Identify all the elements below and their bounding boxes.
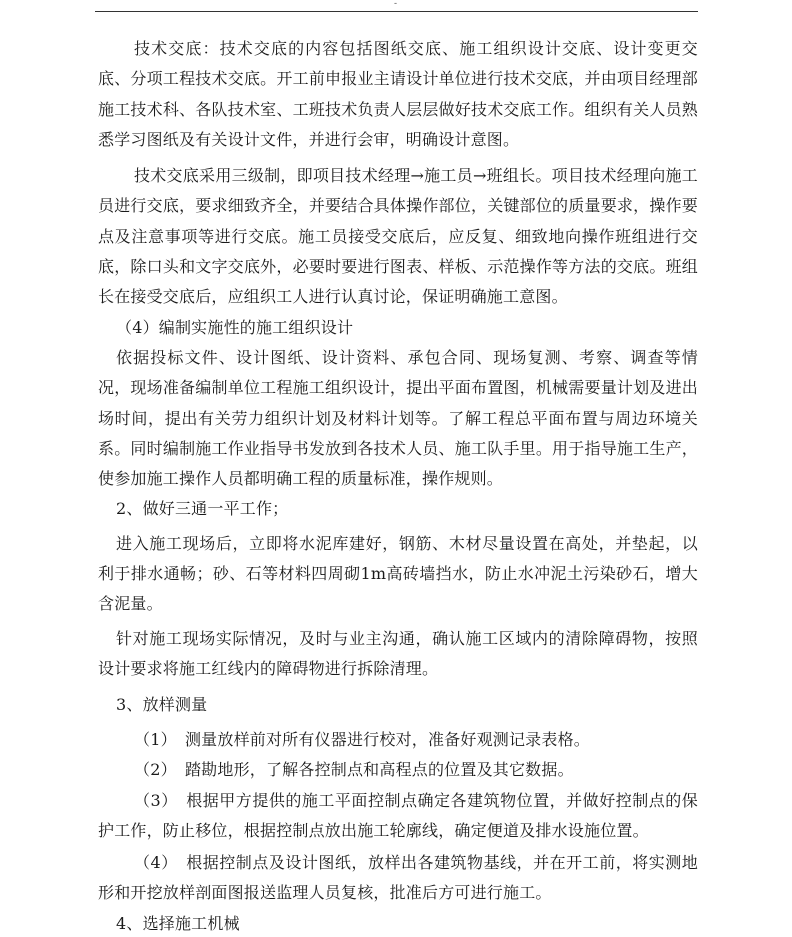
heading-stakeout-survey: 3、放样测量 (116, 695, 208, 715)
header-rule (95, 11, 698, 12)
survey-item-3: （3） 根据甲方提供的施工平面控制点确定各建筑物位置，并做好控制点的保护工作，防止移位，根据控制点放出施工轮廓线，确定便道及排水设施位置。 (98, 791, 698, 841)
paragraph-technical-briefing: 技术交底：技术交底的内容包括图纸交底、施工组织设计交底、设计变更交底、分项工程技术交底。开工前申报业主请设计单位进行技术交底，并由项目经理部施工技术科、各队技术室、工班技术负责人层层做好技术交底工作。组织有关人员熟悉学习图纸及有关设计文件，并进行会审，明确设计意图。 (98, 39, 698, 149)
heading-three-supplies-one-leveling: 2、做好三通一平工作； (116, 499, 289, 519)
paragraph-site-entry: 进入施工现场后，立即将水泥库建好，钢筋、木材尽量设置在高处，并垫起，以利于排水通畅；砂、石等材料四周砌1m高砖墙挡水，防止水冲泥土污染砂石，增大含泥量。 (98, 533, 698, 614)
survey-item-1: （1） 测量放样前对所有仪器进行校对，准备好观测记录表格。 (134, 729, 590, 749)
document-body (98, 34, 698, 937)
survey-item-2: （2） 踏勘地形，了解各控制点和高程点的位置及其它数据。 (134, 759, 574, 779)
heading-construction-organization-design: （4）编制实施性的施工组织设计 (116, 317, 354, 337)
paragraph-organization-design: 依据投标文件、设计图纸、设计资料、承包合同、现场复测、考察、调查等情况，现场准备编制单位工程施工组织设计，提出平面布置图，机械需要量计划及进出场时间，提出有关劳力组织计划及材料计划等。了解工程总平面布置与周边环境关系。同时编制施工作业指导书发放到各技术人员、施工队手里。用于指导施工生产，使参加施工操作人员都明确工程的质量标准，操作规则。 (98, 347, 698, 489)
paragraph-obstacle-clearing: 针对施工现场实际情况，及时与业主沟通，确认施工区域内的清除障碍物，按照设计要求将施工红线内的障碍物进行拆除清理。 (98, 628, 698, 678)
header-mark: - (394, 0, 398, 9)
heading-select-machinery: 4、选择施工机械 (116, 914, 240, 934)
survey-item-4: （4） 根据控制点及设计图纸，放样出各建筑物基线，并在开工前，将实测地形和开挖放样剖面图报送监理人员复核，批准后方可进行施工。 (98, 852, 698, 903)
paragraph-three-level-briefing: 技术交底采用三级制，即项目技术经理→施工员→班组长。项目技术经理向施工员进行交底，要求细致齐全，并要结合具体操作部位，关键部位的质量要求，操作要点及注意事项等进行交底。施工员接受交底后，应反复、细致地向操作班组进行交底，除口头和文字交底外，必要时要进行图表、样板、示范操作等方法的交底。班组长在接受交底后，应组织工人进行认真讨论，保证明确施工意图。 (98, 166, 698, 307)
